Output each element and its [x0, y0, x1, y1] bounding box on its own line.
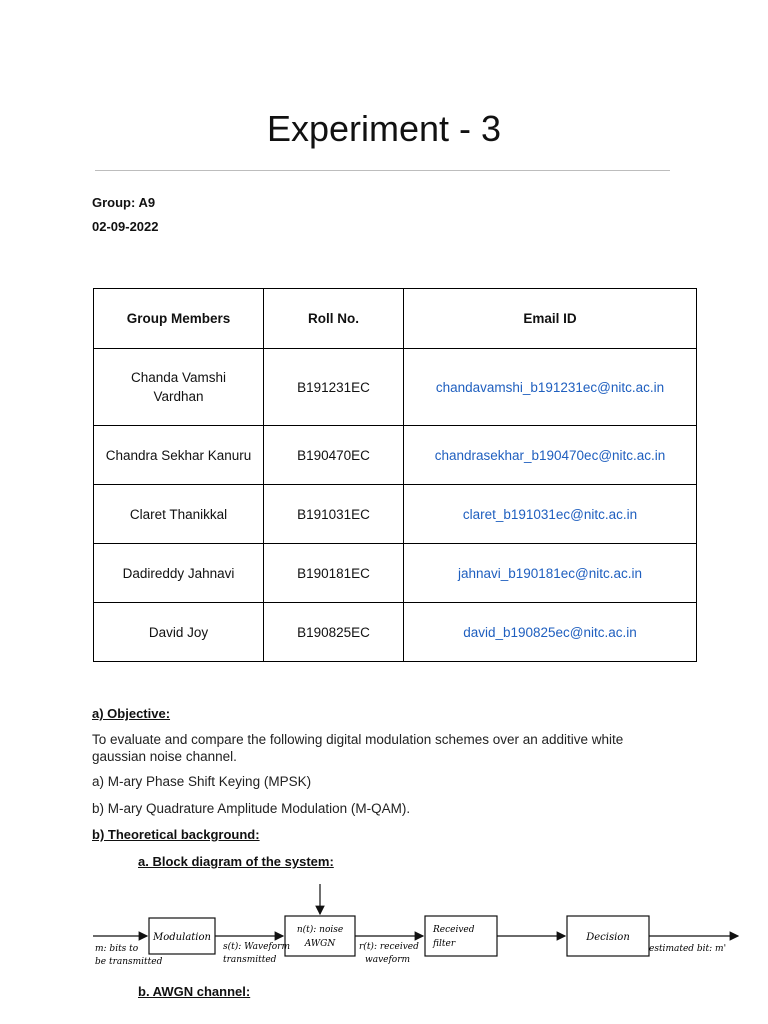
member-roll: B191231EC: [264, 349, 404, 426]
output-label: estimated bit: m': [649, 944, 727, 954]
objective-item-b: b) M-ary Quadrature Amplitude Modulation (M-QAM).: [92, 801, 411, 816]
decision-label: Decision: [586, 932, 630, 943]
member-email-link[interactable]: chandrasekhar_b190470ec@nitc.ac.in: [404, 426, 697, 485]
objective-heading: a) Objective:: [92, 706, 171, 721]
header-email-id: Email ID: [404, 289, 697, 349]
date-label: 02-09-2022: [92, 219, 159, 234]
member-email-link[interactable]: chandavamshi_b191231ec@nitc.ac.in: [404, 349, 697, 426]
block-diagram-heading: a. Block diagram of the system:: [138, 854, 334, 869]
member-name-text: Chanda Vamshi Vardhan: [130, 370, 227, 404]
member-roll: B190825EC: [264, 603, 404, 662]
page-title: Experiment - 3: [266, 108, 502, 149]
noise-label: n(t): noise: [296, 925, 344, 935]
header-group-members: Group Members: [94, 289, 264, 349]
member-roll: B190181EC: [264, 544, 404, 603]
awgn-label: AWGN: [304, 939, 336, 949]
received-wave-label-2: waveform: [365, 955, 411, 965]
member-email-link[interactable]: claret_b191031ec@nitc.ac.in: [404, 485, 697, 544]
awgn-channel-heading: b. AWGN channel:: [138, 984, 251, 999]
received-filter-block: [425, 916, 497, 956]
table-row: [94, 485, 697, 544]
member-email-link[interactable]: david_b190825ec@nitc.ac.in: [404, 603, 697, 662]
modulation-label: Modulation: [153, 932, 211, 943]
member-name: Dadireddy Jahnavi: [94, 544, 264, 603]
member-roll: B191031EC: [264, 485, 404, 544]
received-filter-label-2: filter: [433, 939, 456, 949]
input-label-2: be transmitted: [95, 957, 163, 967]
member-name: [94, 349, 264, 426]
member-name: David Joy: [94, 603, 264, 662]
objective-item-a: a) M-ary Phase Shift Keying (MPSK): [92, 774, 312, 789]
background-heading: b) Theoretical background:: [92, 827, 260, 842]
table-row: [94, 426, 697, 485]
objective-text: To evaluate and compare the following digital modulation schemes over an additive white gaussian noise channel.: [92, 732, 624, 764]
awgn-block: [285, 916, 355, 956]
waveform-label-2: transmitted: [223, 955, 277, 965]
table-row: [94, 349, 697, 426]
input-label: m: bits to: [95, 944, 139, 954]
received-filter-label: Received: [433, 925, 475, 935]
member-roll: B190470EC: [264, 426, 404, 485]
table-row: [94, 544, 697, 603]
member-name: Claret Thanikkal: [94, 485, 264, 544]
received-wave-label: r(t): received: [359, 942, 419, 952]
title-divider: [95, 170, 670, 171]
group-members-table: [93, 288, 697, 662]
block-diagram: [93, 880, 743, 975]
header-roll-no: Roll No.: [264, 289, 404, 349]
member-name: Chandra Sekhar Kanuru: [94, 426, 264, 485]
waveform-label: s(t): Waveform: [223, 942, 290, 952]
table-row: [94, 603, 697, 662]
member-email-link[interactable]: jahnavi_b190181ec@nitc.ac.in: [404, 544, 697, 603]
table-header-row: [94, 289, 697, 349]
group-label: Group: A9: [92, 195, 156, 210]
